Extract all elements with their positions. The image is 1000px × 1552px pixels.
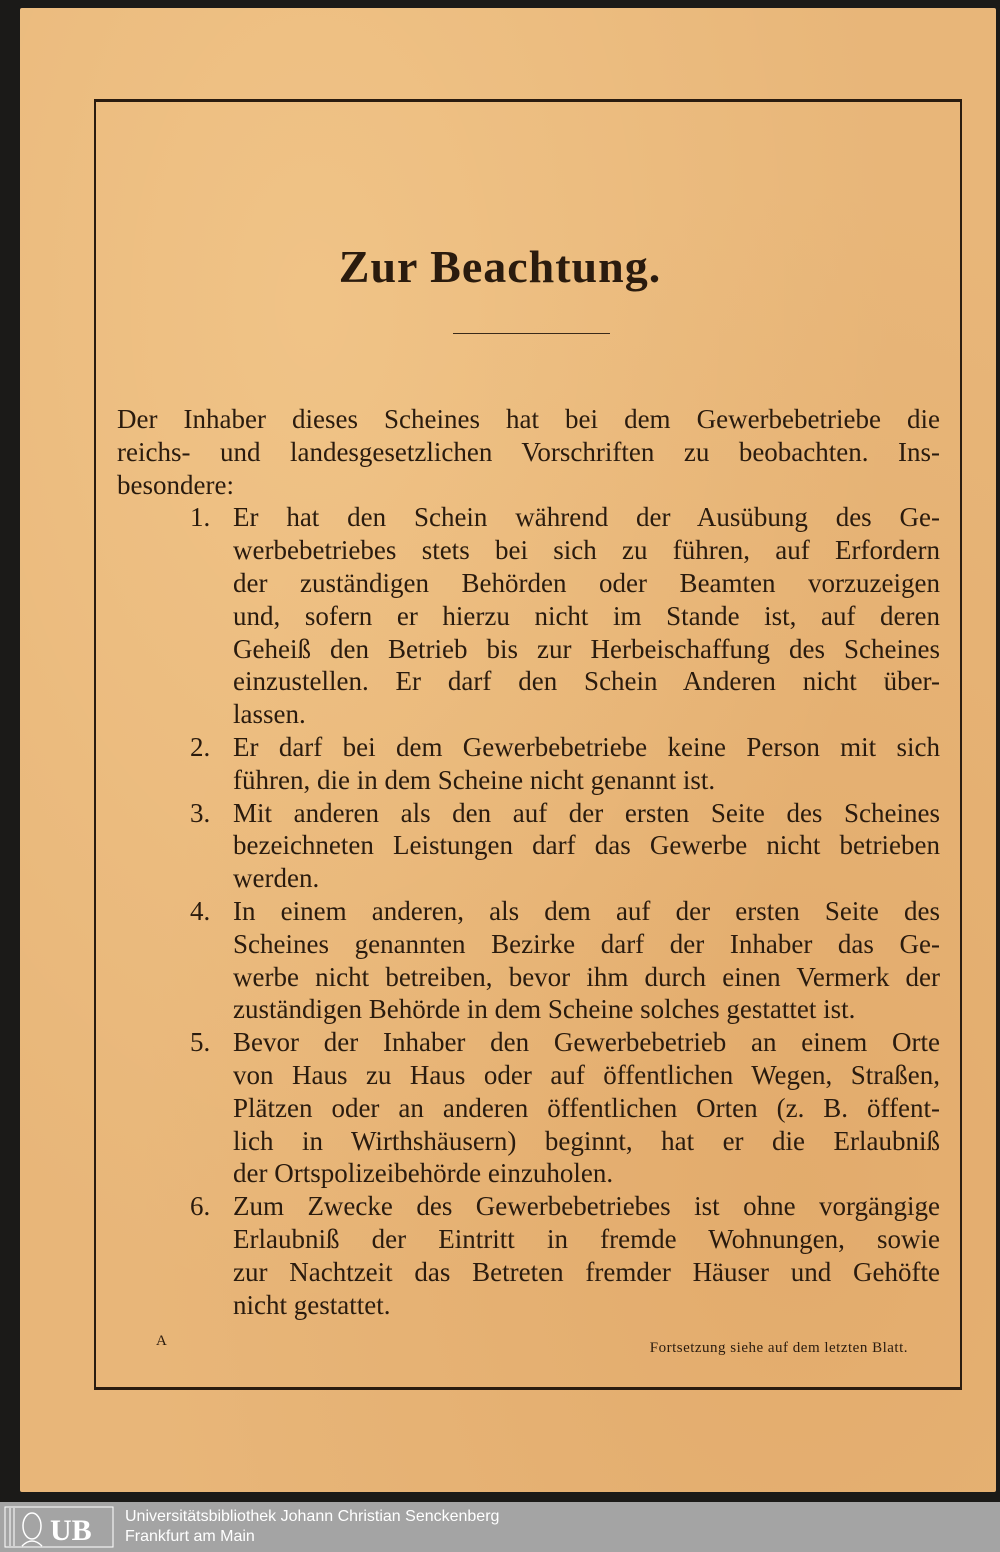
list-item: [117, 895, 940, 1026]
list-item-line: werbe nicht betreiben, bevor ihm durch einen Vermerk der: [233, 961, 940, 992]
list-item-line: Er hat den Schein während der Ausübung des Ge-: [233, 502, 940, 533]
list-item-number: 1.: [190, 502, 211, 533]
list-item-line: lich in Wirthshäusern) beginnt, hat er die Erlaubniß: [233, 1125, 940, 1156]
list-item-number: 6.: [190, 1191, 211, 1222]
title-divider: [453, 333, 610, 334]
list-item-line: zur Nachtzeit das Betreten fremder Häuser und Gehöfte: [233, 1256, 940, 1287]
signature-mark: A: [156, 1333, 167, 1349]
list-item: [117, 1190, 940, 1321]
intro-line: besondere:: [117, 469, 234, 500]
library-city: Frankfurt am Main: [125, 1528, 255, 1545]
list-item-line: In einem anderen, als dem auf der ersten Seite des: [233, 895, 940, 926]
list-item: [117, 797, 940, 895]
list-item-line: bezeichneten Leistungen darf das Gewerbe nicht betrieben: [233, 830, 940, 861]
document-body: [117, 403, 940, 1321]
list-item-line: Mit anderen als den auf der ersten Seite des Scheines: [233, 797, 940, 828]
list-item-line: lassen.: [233, 699, 306, 730]
list-item-line: zuständigen Behörde in dem Scheine solches gestattet ist.: [233, 994, 856, 1025]
list-item: [117, 1026, 940, 1190]
list-item-line: nicht gestattet.: [233, 1289, 391, 1320]
list-item-line: führen, die in dem Scheine nicht genannt ist.: [233, 764, 716, 795]
list-item-line: Er darf bei dem Gewerbebetriebe keine Person mit sich: [233, 731, 940, 762]
logo-text: UB: [50, 1514, 92, 1547]
list-item-line: Plätzen oder an anderen öffentlichen Orten (z. B. öffent-: [233, 1092, 940, 1123]
list-item-line: der zuständigen Behörden oder Beamten vorzuzeigen: [233, 567, 940, 598]
list-item-line: und, sofern er hierzu nicht im Stande ist, auf deren: [233, 600, 940, 631]
list-item-line: werbebetriebes stets bei sich zu führen, auf Erfordern: [233, 535, 940, 566]
continuation-note: Fortsetzung siehe auf dem letzten Blatt.: [649, 1340, 908, 1356]
list-item: [117, 501, 940, 731]
library-name: Universitätsbibliothek Johann Christian Senckenberg: [125, 1508, 500, 1525]
list-item-line: der Ortspolizeibehörde einzuholen.: [233, 1158, 614, 1189]
intro-paragraph: [117, 403, 940, 501]
list-item-number: 3.: [190, 797, 211, 828]
list-item-number: 4.: [190, 895, 211, 926]
list-item-line: Erlaubniß der Eintritt in fremde Wohnungen, sowie: [233, 1223, 940, 1254]
library-footer-bar: [0, 1502, 1000, 1552]
ub-logo-icon: [4, 1506, 114, 1548]
list-item-line: Zum Zwecke des Gewerbebetriebes ist ohne vorgängige: [233, 1191, 940, 1222]
list-item: [117, 731, 940, 797]
list-item-line: Scheines genannten Bezirke darf der Inhaber das Ge-: [233, 928, 940, 959]
intro-line: reichs- und landesgesetzlichen Vorschriften zu beobachten. Ins-: [117, 436, 940, 467]
list-item-line: von Haus zu Haus oder auf öffentlichen Wegen, Straßen,: [233, 1059, 940, 1090]
list-item-number: 5.: [190, 1027, 211, 1058]
intro-line: Der Inhaber dieses Scheines hat bei dem Gewerbebetriebe die: [117, 404, 940, 434]
list-item-line: werden.: [233, 863, 320, 894]
list-item-line: Geheiß den Betrieb bis zur Herbeischaffung des Scheines: [233, 633, 940, 664]
list-item-line: Bevor der Inhaber den Gewerbebetrieb an einem Orte: [233, 1027, 940, 1058]
list-item-number: 2.: [190, 731, 211, 762]
page-title: Zur Beachtung.: [338, 241, 662, 292]
list-item-line: einzustellen. Er darf den Schein Anderen nicht über-: [233, 666, 940, 697]
rules-list: [117, 501, 940, 1321]
